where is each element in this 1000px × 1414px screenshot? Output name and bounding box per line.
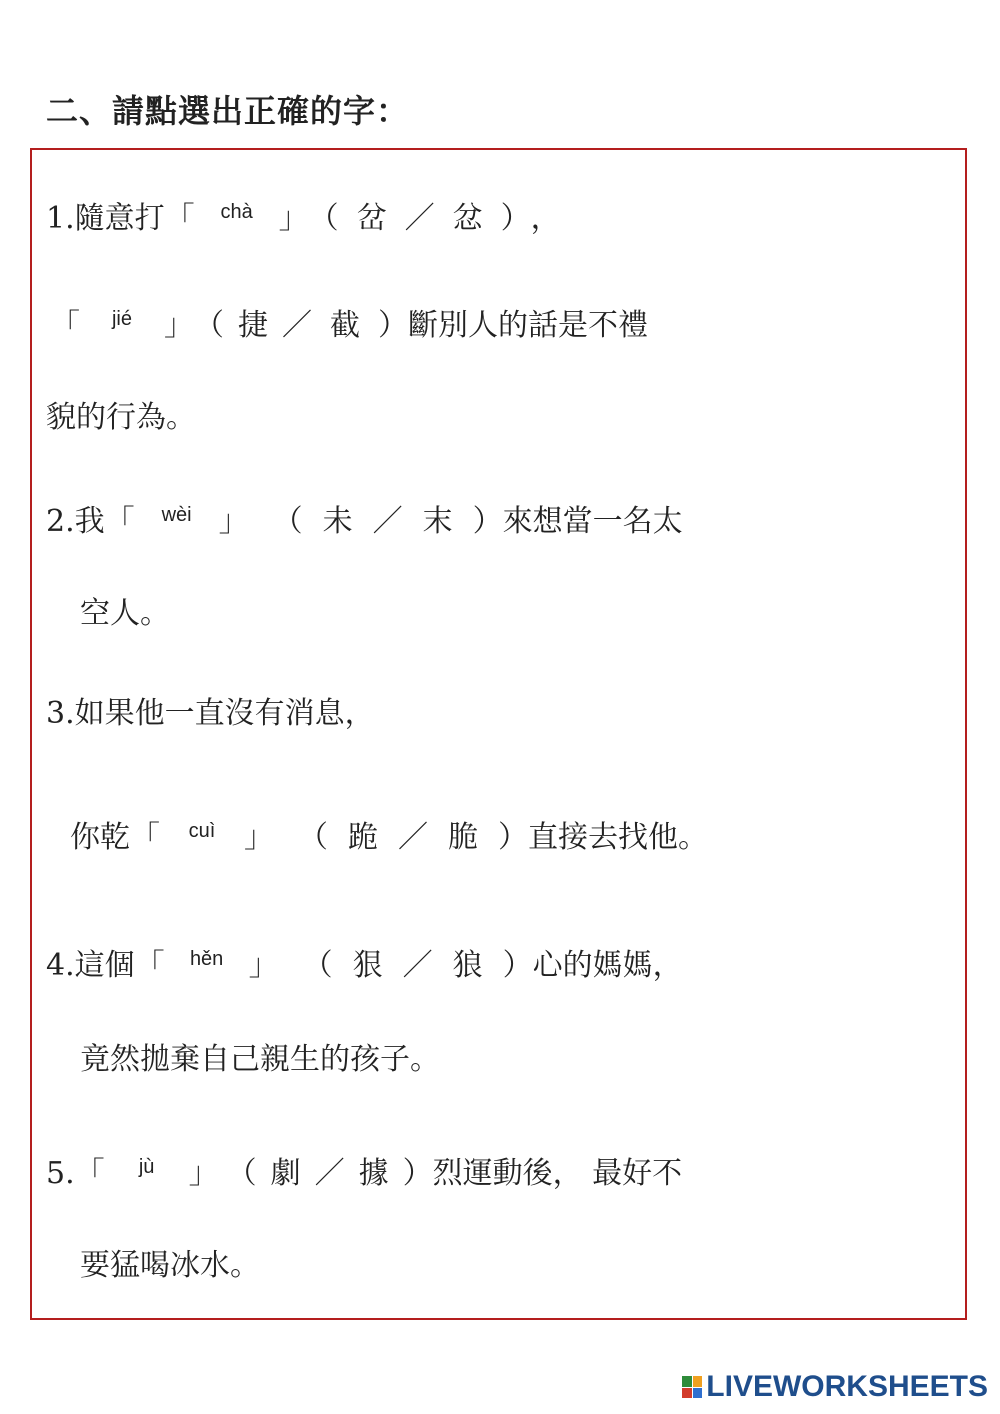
q5-continuation: 要猛喝冰水。	[80, 1248, 260, 1283]
q1-prefix: 1.隨意打	[46, 201, 165, 236]
q1-continuation: 貌的行為。	[46, 400, 196, 435]
open-paren: （	[194, 308, 224, 343]
close-paren: ）	[472, 504, 503, 539]
question-1-line-1	[46, 193, 561, 237]
q4-prefix: 4.這個	[46, 948, 135, 983]
open-bracket: 「	[134, 948, 165, 983]
section-title: 二、請點選出正確的字：	[46, 92, 410, 130]
question-1-line-2	[50, 300, 648, 344]
close-bracket: 」	[188, 1156, 219, 1191]
q3-prefix: 你乾	[70, 820, 130, 855]
close-bracket: 」	[164, 308, 194, 343]
close-bracket: 」	[278, 201, 309, 236]
choice-option-2[interactable]: 據	[358, 1156, 389, 1191]
pinyin-hint: cuì	[188, 820, 216, 842]
question-3-line-2	[70, 812, 708, 856]
choice-option-2[interactable]: 脆	[448, 820, 478, 855]
close-paren: ）	[498, 820, 528, 855]
open-bracket: 「	[164, 201, 195, 236]
logo-square-green	[682, 1376, 692, 1387]
open-bracket: 「	[50, 308, 80, 343]
q5-prefix: 5.	[46, 1156, 75, 1191]
open-paren: （	[298, 820, 328, 855]
logo-mark-icon	[682, 1376, 702, 1398]
choice-option-1[interactable]: 狠	[352, 948, 383, 983]
close-paren: ）	[500, 201, 531, 236]
q2-suffix: 來想當一名太	[502, 504, 683, 539]
close-bracket: 」	[248, 948, 279, 983]
open-bracket: 「	[130, 820, 160, 855]
question-4-line-2	[80, 1034, 440, 1078]
slash-separator: ／	[398, 820, 428, 855]
logo-square-red	[682, 1388, 692, 1399]
question-1-line-3	[46, 392, 196, 436]
choice-option-1[interactable]: 劇	[270, 1156, 301, 1191]
choice-option-2[interactable]: 狼	[452, 948, 483, 983]
pinyin-hint: jié	[111, 308, 132, 330]
q4-suffix: 心的媽媽，	[532, 948, 683, 983]
choice-option-2[interactable]: 截	[330, 308, 360, 343]
slash-separator: ／	[404, 201, 435, 236]
pinyin-hint: jù	[138, 1156, 155, 1178]
close-paren: ）	[378, 308, 408, 343]
choice-option-1[interactable]: 未	[322, 504, 353, 539]
slash-separator: ／	[314, 1156, 345, 1191]
open-paren: （	[302, 948, 333, 983]
pinyin-hint: hěn	[189, 948, 224, 970]
choice-option-2[interactable]: 末	[422, 504, 453, 539]
q5-suffix: 烈運動後， 最好不	[432, 1156, 683, 1191]
pinyin-hint: wèi	[161, 504, 192, 526]
question-2-line-2	[80, 588, 170, 632]
slash-separator: ／	[282, 308, 312, 343]
q3-suffix: 直接去找他。	[528, 820, 708, 855]
question-4-line-1	[46, 940, 683, 984]
open-bracket: 「	[74, 1156, 105, 1191]
liveworksheets-logo	[682, 1370, 988, 1404]
choice-option-1[interactable]: 跪	[348, 820, 378, 855]
q1-suffix: ，	[530, 201, 561, 236]
question-5-line-1	[46, 1148, 682, 1192]
close-paren: ）	[402, 1156, 433, 1191]
pinyin-hint: chà	[220, 201, 253, 223]
question-2-line-1	[46, 496, 683, 540]
logo-text: LIVEWORKSHEETS	[706, 1370, 988, 1403]
q3-text: 3.如果他一直沒有消息，	[46, 696, 375, 731]
open-bracket: 「	[104, 504, 135, 539]
q4-continuation: 竟然拋棄自己親生的孩子。	[80, 1042, 440, 1077]
open-paren: （	[226, 1156, 257, 1191]
choice-option-2[interactable]: 忿	[452, 201, 483, 236]
slash-separator: ／	[372, 504, 403, 539]
open-paren: （	[308, 201, 339, 236]
close-paren: ）	[502, 948, 533, 983]
question-3-line-1	[46, 688, 375, 732]
choice-option-1[interactable]: 岔	[356, 201, 387, 236]
q2-prefix: 2.我	[46, 504, 105, 539]
slash-separator: ／	[402, 948, 433, 983]
question-5-line-2	[80, 1240, 260, 1284]
open-paren: （	[272, 504, 303, 539]
choice-option-1[interactable]: 捷	[238, 308, 268, 343]
q1-suffix: 斷別人的話是不禮	[408, 308, 648, 343]
close-bracket: 」	[218, 504, 249, 539]
logo-square-orange	[693, 1376, 703, 1387]
close-bracket: 」	[244, 820, 274, 855]
logo-square-blue	[693, 1388, 703, 1399]
q2-continuation: 空人。	[80, 596, 170, 631]
